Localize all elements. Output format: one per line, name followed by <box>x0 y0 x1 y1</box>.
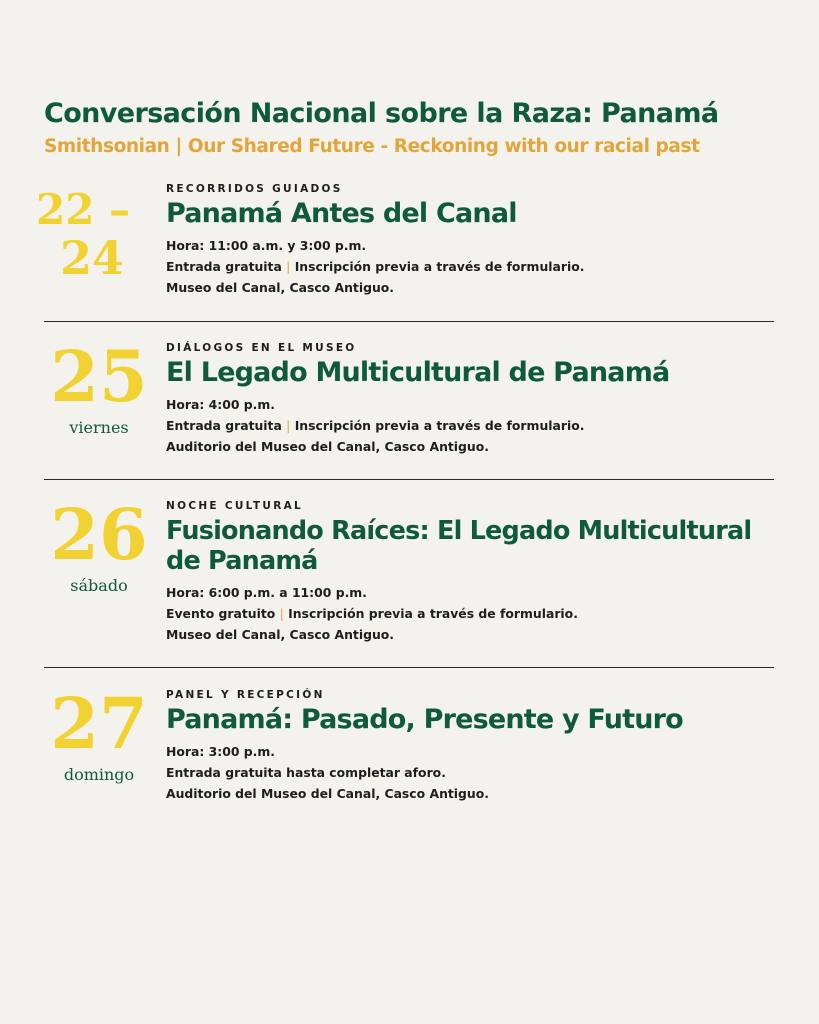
event-location: Auditorio del Museo del Canal, Casco Antiguo. <box>166 439 489 454</box>
registration-text: Inscripción previa a través de formulario. <box>294 259 585 274</box>
date-range-end: 24 <box>60 231 125 285</box>
event-info <box>166 183 786 298</box>
event-title: Panamá Antes del Canal <box>166 198 517 229</box>
divider <box>44 667 774 668</box>
day-name: domingo <box>63 765 135 784</box>
separator: | <box>286 259 291 274</box>
entry-text: Entrada gratuita <box>166 259 282 274</box>
event-date <box>34 682 164 784</box>
date-range-start: 22 – <box>36 185 131 234</box>
event-title: El Legado Multicultural de Panamá <box>166 357 670 388</box>
event-category: PANEL Y RECEPCIÓN <box>166 689 325 701</box>
separator: | <box>279 606 284 621</box>
day-name: viernes <box>69 418 129 437</box>
event-admission <box>166 256 786 277</box>
event-admission <box>166 603 786 624</box>
date-number: 25 <box>50 335 148 418</box>
event-title-line-2: de Panamá <box>166 546 318 576</box>
page-subtitle: Smithsonian | Our Shared Future - Reckoning with our racial past <box>44 136 700 157</box>
event-date <box>34 493 164 595</box>
day-name: sábado <box>70 576 128 595</box>
date-number: 26 <box>50 493 148 576</box>
event-title: Panamá: Pasado, Presente y Futuro <box>166 704 683 735</box>
separator: | <box>286 418 291 433</box>
page-title: Conversación Nacional sobre la Raza: Panamá <box>44 98 719 129</box>
event-location: Museo del Canal, Casco Antiguo. <box>166 627 394 642</box>
event-date <box>34 335 164 437</box>
event-info <box>166 689 786 804</box>
divider <box>44 321 774 322</box>
event-time: Hora: 11:00 a.m. y 3:00 p.m. <box>166 238 367 253</box>
event-category: NOCHE CULTURAL <box>166 500 304 512</box>
event-date <box>26 185 156 285</box>
event-category: RECORRIDOS GUIADOS <box>166 183 343 195</box>
event-info <box>166 342 786 457</box>
event-location: Museo del Canal, Casco Antiguo. <box>166 280 394 295</box>
entry-text: Evento gratuito <box>166 606 276 621</box>
event-title-line-1: Fusionando Raíces: El Legado Multicultural <box>166 516 752 546</box>
event-category: DIÁLOGOS EN EL MUSEO <box>166 342 357 354</box>
event-admission: Entrada gratuita hasta completar aforo. <box>166 765 446 780</box>
registration-text: Inscripción previa a través de formulario. <box>294 418 585 433</box>
event-time: Hora: 3:00 p.m. <box>166 744 275 759</box>
date-number: 27 <box>50 682 148 765</box>
divider <box>44 479 774 480</box>
event-admission <box>166 415 786 436</box>
event-time: Hora: 4:00 p.m. <box>166 397 275 412</box>
event-time: Hora: 6:00 p.m. a 11:00 p.m. <box>166 585 367 600</box>
event-info <box>166 500 786 645</box>
event-location: Auditorio del Museo del Canal, Casco Antiguo. <box>166 786 489 801</box>
registration-text: Inscripción previa a través de formulario. <box>288 606 578 621</box>
entry-text: Entrada gratuita <box>166 418 282 433</box>
